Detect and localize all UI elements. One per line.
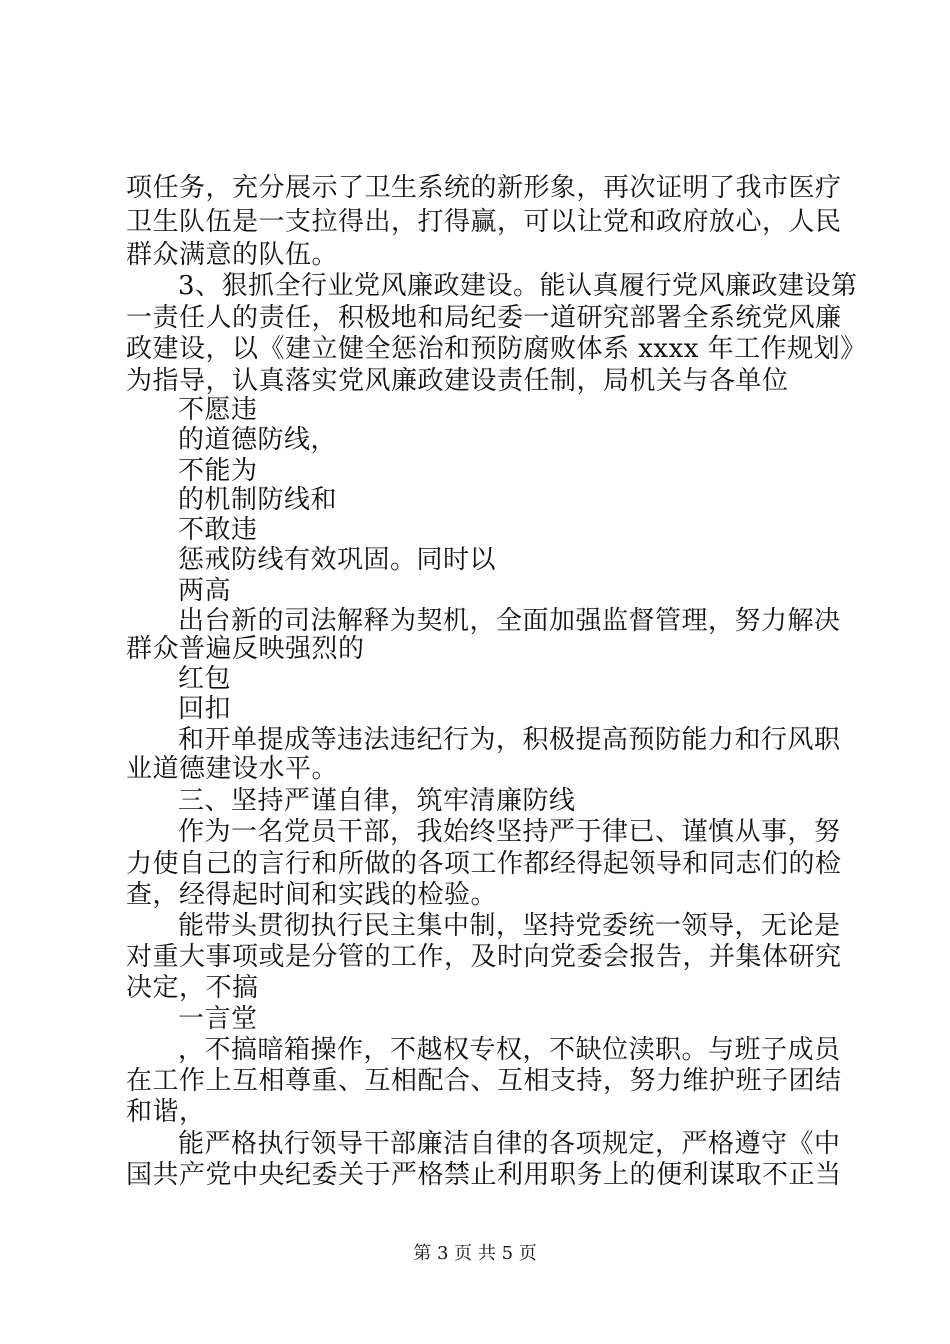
text-line: 一责任人的责任，积极地和局纪委一道研究部署全系统党风廉: [126, 303, 842, 333]
text-line: 不能为: [178, 456, 258, 486]
text-line: 项任务，充分展示了卫生系统的新形象，再次证明了我市医疗: [126, 173, 842, 203]
text-line: 回扣: [178, 694, 232, 724]
text-line: 和开单提成等违法违纪行为，积极提高预防能力和行风职: [178, 725, 841, 755]
text-line: 对重大事项或是分管的工作，及时向党委会报告，并集体研究: [126, 942, 842, 972]
page-footer: 第 3 页 共 5 页: [413, 1243, 537, 1264]
section-heading: 三、坚持严谨自律，筑牢清廉防线: [178, 786, 576, 816]
text-line: 的道德防线，: [178, 425, 338, 455]
text-line: 不敢违: [178, 515, 258, 545]
text-line: 业道德建设水平。: [126, 754, 339, 784]
text-line: 出台新的司法解释为契机，全面加强监督管理，努力解决: [178, 606, 841, 636]
text-line: 两高: [178, 576, 232, 606]
text-line: 在工作上互相尊重、互相配合、互相支持，努力维护班子团结: [126, 1066, 842, 1096]
text-line: ，不搞暗箱操作，不越权专权，不缺位渎职。与班子成员: [178, 1035, 841, 1065]
text-line: 国共产党中央纪委关于严格禁止利用职务上的便利谋取不正当: [126, 1160, 842, 1190]
text-line: 群众满意的队伍。: [126, 240, 339, 270]
text-line: 惩戒防线有效巩固。同时以: [178, 545, 497, 575]
text-line: 的机制防线和: [178, 485, 338, 515]
text-line: 红包: [178, 664, 232, 694]
text-line: 能带头贯彻执行民主集中制，坚持党委统一领导，无论是: [178, 911, 841, 941]
text-line: 查，经得起时间和实践的检验。: [126, 880, 498, 910]
text-line: 为指导，认真落实党风廉政建设责任制，局机关与各单位: [126, 366, 789, 396]
text-line: 政建设，以《建立健全惩治和预防腐败体系 xxxx 年工作规划》: [126, 334, 867, 364]
text-line: 力使自己的言行和所做的各项工作都经得起领导和同志们的检: [126, 849, 842, 879]
text-line: 3、狠抓全行业党风廉政建设。能认真履行党风廉政建设第: [178, 271, 858, 301]
text-line: 群众普遍反映强烈的: [126, 634, 365, 664]
text-line: 能严格执行领导干部廉洁自律的各项规定，严格遵守《中: [178, 1129, 841, 1159]
text-line: 和谐，: [126, 1097, 206, 1127]
text-line: 卫生队伍是一支拉得出，打得赢，可以让党和政府放心，人民: [126, 207, 842, 237]
text-line: 一言堂: [178, 1004, 258, 1034]
text-line: 不愿违: [178, 395, 258, 425]
text-line: 决定，不搞: [126, 973, 259, 1003]
text-line: 作为一名党员干部，我始终坚持严于律已、谨慎从事，努: [178, 817, 841, 847]
